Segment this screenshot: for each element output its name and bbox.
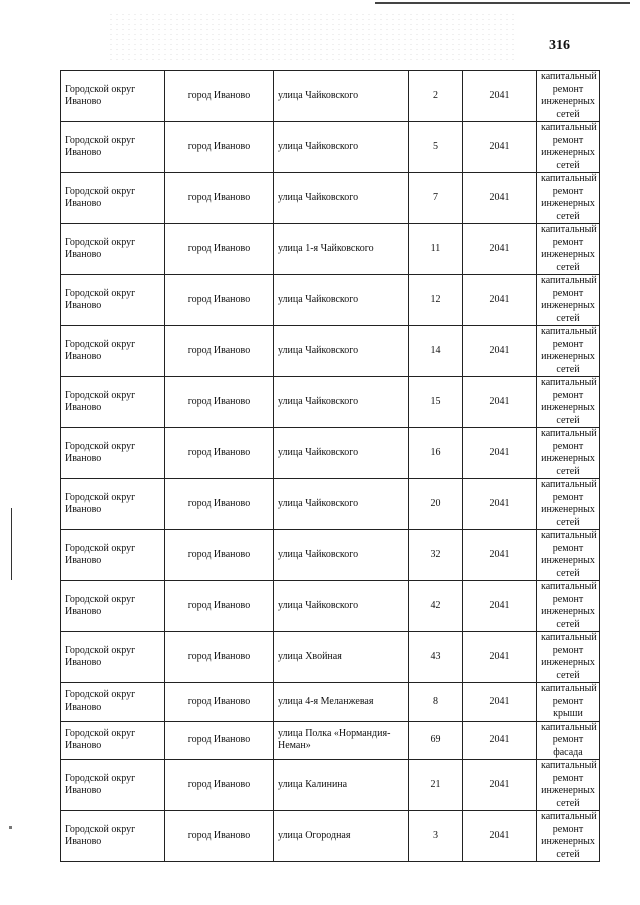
cell-house: 42 — [409, 581, 463, 632]
cell-work: капитальный ремонт инженерных сетей — [537, 811, 600, 862]
cell-work: капитальный ремонт инженерных сетей — [537, 479, 600, 530]
cell-district: Городской округ Иваново — [61, 530, 165, 581]
cell-district: Городской округ Иваново — [61, 275, 165, 326]
cell-street: улица Чайковского — [274, 275, 409, 326]
cell-district: Городской округ Иваново — [61, 428, 165, 479]
cell-city: город Иваново — [165, 721, 274, 760]
cell-district: Городской округ Иваново — [61, 224, 165, 275]
table-row — [61, 479, 600, 530]
cell-year: 2041 — [463, 479, 537, 530]
table-row — [61, 683, 600, 722]
cell-year: 2041 — [463, 71, 537, 122]
table-row — [61, 275, 600, 326]
cell-street: улица Чайковского — [274, 122, 409, 173]
cell-house: 11 — [409, 224, 463, 275]
cell-street: улица Чайковского — [274, 479, 409, 530]
cell-work: капитальный ремонт инженерных сетей — [537, 71, 600, 122]
cell-house: 43 — [409, 632, 463, 683]
cell-work: капитальный ремонт инженерных сетей — [537, 581, 600, 632]
cell-street: улица 4-я Меланжевая — [274, 683, 409, 722]
cell-work: капитальный ремонт инженерных сетей — [537, 760, 600, 811]
cell-city: город Иваново — [165, 811, 274, 862]
cell-house: 14 — [409, 326, 463, 377]
cell-house: 2 — [409, 71, 463, 122]
cell-work: капитальный ремонт инженерных сетей — [537, 122, 600, 173]
cell-street: улица Чайковского — [274, 530, 409, 581]
cell-street: улица Калинина — [274, 760, 409, 811]
cell-city: город Иваново — [165, 428, 274, 479]
cell-city: город Иваново — [165, 479, 274, 530]
table-row — [61, 632, 600, 683]
cell-house: 15 — [409, 377, 463, 428]
cell-district: Городской округ Иваново — [61, 173, 165, 224]
cell-street: улица Хвойная — [274, 632, 409, 683]
table-row — [61, 377, 600, 428]
cell-city: город Иваново — [165, 173, 274, 224]
cell-year: 2041 — [463, 760, 537, 811]
cell-work: капитальный ремонт инженерных сетей — [537, 377, 600, 428]
cell-district: Городской округ Иваново — [61, 721, 165, 760]
scan-noise — [108, 12, 518, 62]
cell-house: 8 — [409, 683, 463, 722]
cell-district: Городской округ Иваново — [61, 683, 165, 722]
cell-district: Городской округ Иваново — [61, 326, 165, 377]
cell-work: капитальный ремонт инженерных сетей — [537, 632, 600, 683]
cell-city: город Иваново — [165, 377, 274, 428]
cell-work: капитальный ремонт инженерных сетей — [537, 428, 600, 479]
cell-city: город Иваново — [165, 71, 274, 122]
table-row — [61, 581, 600, 632]
cell-street: улица Чайковского — [274, 428, 409, 479]
cell-city: город Иваново — [165, 224, 274, 275]
page-number: 316 — [549, 38, 570, 53]
cell-district: Городской округ Иваново — [61, 71, 165, 122]
cell-district: Городской округ Иваново — [61, 632, 165, 683]
cell-district: Городской округ Иваново — [61, 377, 165, 428]
cell-house: 20 — [409, 479, 463, 530]
cell-year: 2041 — [463, 632, 537, 683]
table-row — [61, 428, 600, 479]
cell-house: 12 — [409, 275, 463, 326]
cell-city: город Иваново — [165, 530, 274, 581]
cell-city: город Иваново — [165, 581, 274, 632]
cell-house: 32 — [409, 530, 463, 581]
cell-street: улица Чайковского — [274, 173, 409, 224]
cell-house: 69 — [409, 721, 463, 760]
cell-work: капитальный ремонт инженерных сетей — [537, 173, 600, 224]
cell-work: капитальный ремонт фасада — [537, 721, 600, 760]
cell-district: Городской округ Иваново — [61, 760, 165, 811]
margin-dot — [9, 826, 12, 829]
cell-street: улица Чайковского — [274, 377, 409, 428]
cell-year: 2041 — [463, 721, 537, 760]
cell-city: город Иваново — [165, 326, 274, 377]
cell-work: капитальный ремонт инженерных сетей — [537, 224, 600, 275]
table-row — [61, 760, 600, 811]
cell-district: Городской округ Иваново — [61, 811, 165, 862]
cell-city: город Иваново — [165, 275, 274, 326]
cell-street: улица Чайковского — [274, 71, 409, 122]
table-row — [61, 811, 600, 862]
table-row — [61, 173, 600, 224]
cell-year: 2041 — [463, 428, 537, 479]
table-body — [61, 71, 600, 862]
cell-year: 2041 — [463, 173, 537, 224]
top-rule — [375, 2, 630, 4]
table-row — [61, 530, 600, 581]
cell-city: город Иваново — [165, 683, 274, 722]
cell-city: город Иваново — [165, 760, 274, 811]
cell-year: 2041 — [463, 377, 537, 428]
cell-year: 2041 — [463, 581, 537, 632]
cell-city: город Иваново — [165, 122, 274, 173]
cell-work: капитальный ремонт инженерных сетей — [537, 326, 600, 377]
cell-street: улица 1-я Чайковского — [274, 224, 409, 275]
cell-house: 7 — [409, 173, 463, 224]
margin-mark — [11, 508, 12, 580]
cell-year: 2041 — [463, 224, 537, 275]
cell-year: 2041 — [463, 326, 537, 377]
table-row — [61, 224, 600, 275]
cell-city: город Иваново — [165, 632, 274, 683]
cell-street: улица Огородная — [274, 811, 409, 862]
cell-work: капитальный ремонт крыши — [537, 683, 600, 722]
cell-district: Городской округ Иваново — [61, 479, 165, 530]
cell-year: 2041 — [463, 275, 537, 326]
cell-year: 2041 — [463, 122, 537, 173]
cell-street: улица Чайковского — [274, 581, 409, 632]
cell-year: 2041 — [463, 683, 537, 722]
cell-house: 5 — [409, 122, 463, 173]
cell-house: 16 — [409, 428, 463, 479]
cell-house: 21 — [409, 760, 463, 811]
cell-work: капитальный ремонт инженерных сетей — [537, 275, 600, 326]
table-row — [61, 721, 600, 760]
cell-house: 3 — [409, 811, 463, 862]
table-row — [61, 326, 600, 377]
cell-work: капитальный ремонт инженерных сетей — [537, 530, 600, 581]
cell-street: улица Чайковского — [274, 326, 409, 377]
table-row — [61, 122, 600, 173]
cell-district: Городской округ Иваново — [61, 122, 165, 173]
cell-district: Городской округ Иваново — [61, 581, 165, 632]
table-row — [61, 71, 600, 122]
cell-year: 2041 — [463, 530, 537, 581]
cell-street: улица Полка «Нормандия-Неман» — [274, 721, 409, 760]
repair-schedule-table — [60, 70, 600, 862]
cell-year: 2041 — [463, 811, 537, 862]
